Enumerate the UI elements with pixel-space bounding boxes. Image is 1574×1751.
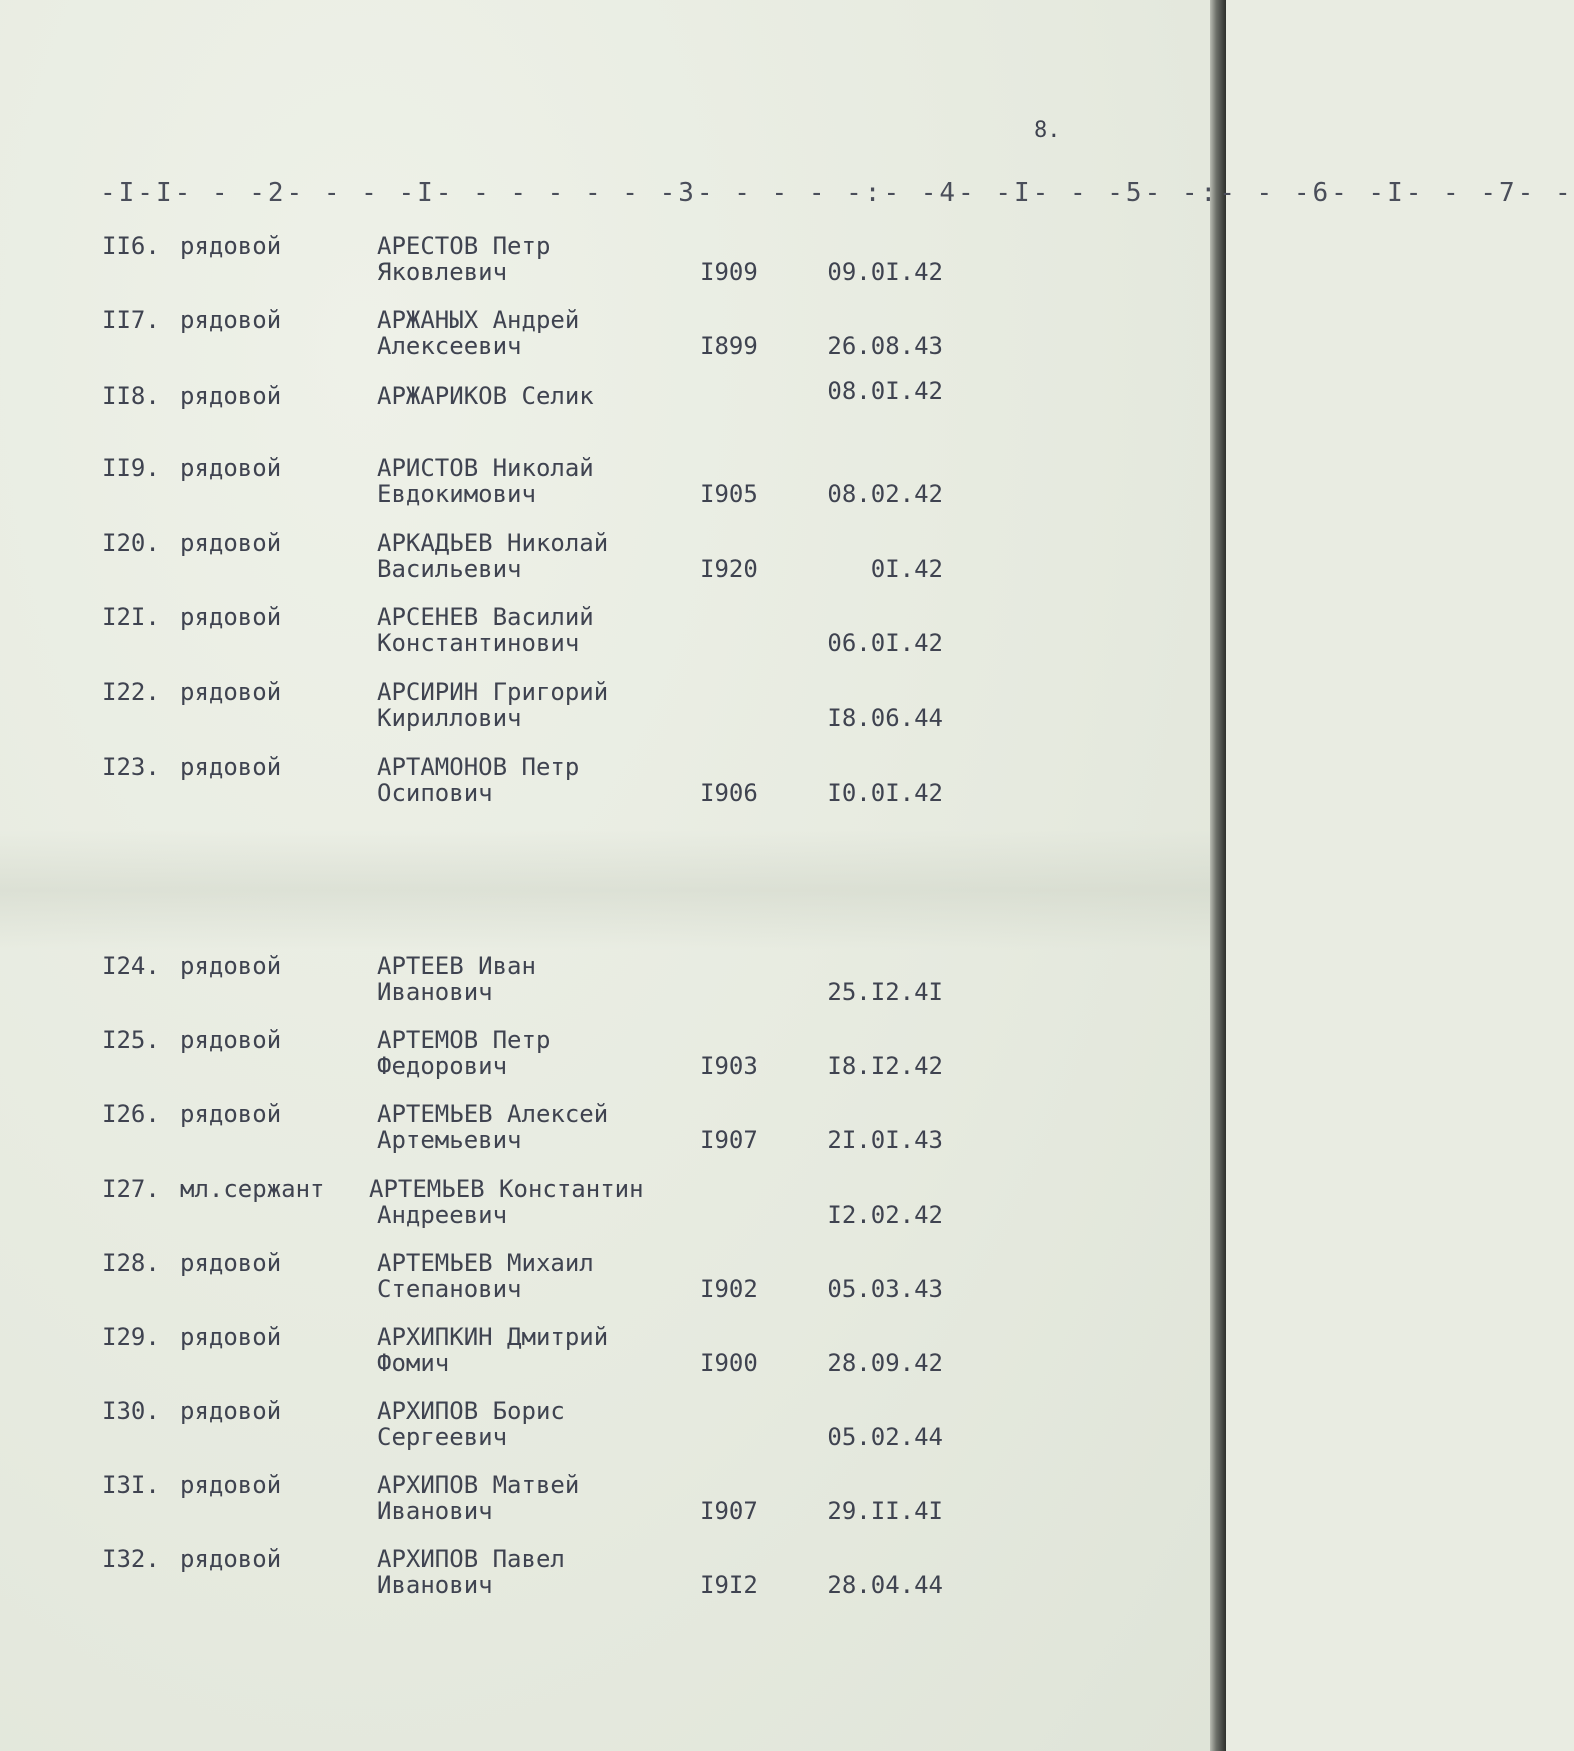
entry-number: I26. [102, 1100, 160, 1128]
entry-birth-year: I9I2 [700, 1571, 758, 1599]
entry-surname-name: АРЖАРИКОВ Селик [377, 382, 594, 410]
entry-number: I25. [102, 1026, 160, 1054]
entry-row [0, 1323, 1210, 1393]
entry-row [0, 603, 1210, 673]
entry-date: 25.I2.4I [827, 978, 943, 1006]
entry-row [0, 1100, 1210, 1170]
entry-patronymic: Фомич [377, 1349, 450, 1377]
entry-surname-name: АРТЕМЬЕВ Алексей [377, 1100, 609, 1128]
entry-birth-year: I920 [700, 555, 758, 583]
entry-rank: рядовой [180, 306, 282, 334]
entry-number: I3I. [102, 1471, 160, 1499]
entry-rank: рядовой [180, 232, 282, 260]
entry-rank: рядовой [180, 1545, 282, 1573]
entry-birth-year: I906 [700, 779, 758, 807]
entry-number: I29. [102, 1323, 160, 1351]
entry-patronymic: Степанович [377, 1275, 522, 1303]
entry-date: 05.02.44 [827, 1423, 943, 1451]
entry-number: I24. [102, 952, 160, 980]
column-number-header: -I-I- - -2- - - -I- - - - - - -3- - - - -:- -4- -I- - -5- -:- - -6- -I- - -7- - [100, 178, 1574, 208]
entry-date: 05.03.43 [827, 1275, 943, 1303]
entry-date: 28.09.42 [827, 1349, 943, 1377]
entry-rank: рядовой [180, 382, 282, 410]
entry-number: II8. [102, 382, 160, 410]
entry-row [0, 1471, 1210, 1541]
entry-surname-name: АРХИПОВ Павел [377, 1545, 565, 1573]
entry-number: I27. [102, 1175, 160, 1203]
entry-number: I20. [102, 529, 160, 557]
entry-surname-name: АРИСТОВ Николай [377, 454, 594, 482]
entry-row [0, 1175, 1210, 1245]
entry-rank: рядовой [180, 1249, 282, 1277]
entry-birth-year: I899 [700, 332, 758, 360]
entry-birth-year: I907 [700, 1126, 758, 1154]
entry-birth-year: I907 [700, 1497, 758, 1525]
entry-patronymic: Сергеевич [377, 1423, 508, 1451]
entry-row [0, 678, 1210, 748]
entry-surname-name: АРЖАНЫХ Андрей [377, 306, 580, 334]
entry-patronymic: Васильевич [377, 555, 522, 583]
entry-rank: рядовой [180, 1100, 282, 1128]
entry-patronymic: Андреевич [377, 1201, 508, 1229]
entry-date: 08.0I.42 [827, 377, 943, 405]
entry-patronymic: Кириллович [377, 704, 522, 732]
entry-number: I30. [102, 1397, 160, 1425]
entry-rank: рядовой [180, 1323, 282, 1351]
entry-number: I28. [102, 1249, 160, 1277]
entry-patronymic: Артемьевич [377, 1126, 522, 1154]
entry-row [0, 1249, 1210, 1319]
entry-surname-name: АРКАДЬЕВ Николай [377, 529, 609, 557]
entry-rank: рядовой [180, 1471, 282, 1499]
entry-date: 26.08.43 [827, 332, 943, 360]
entry-patronymic: Иванович [377, 978, 493, 1006]
entry-patronymic: Федорович [377, 1052, 508, 1080]
entry-date: 09.0I.42 [827, 258, 943, 286]
entry-row [0, 753, 1210, 823]
entry-row [0, 232, 1210, 302]
entry-row [0, 1397, 1210, 1467]
entry-number: I2I. [102, 603, 160, 631]
entry-rank: рядовой [180, 1026, 282, 1054]
entry-date: I0.0I.42 [827, 779, 943, 807]
entry-date: I8.06.44 [827, 704, 943, 732]
page-edge-shadow [1210, 0, 1226, 1751]
entry-row [0, 952, 1210, 1022]
entry-patronymic: Евдокимович [377, 480, 536, 508]
entry-birth-year: I903 [700, 1052, 758, 1080]
entry-row [0, 529, 1210, 599]
entry-surname-name: АРЕСТОВ Петр [377, 232, 551, 260]
entry-rank: рядовой [180, 952, 282, 980]
page-number: 8. [1034, 118, 1061, 143]
entry-rank: мл.сержант [180, 1175, 325, 1203]
entry-surname-name: АРСИРИН Григорий [377, 678, 609, 706]
entry-row [0, 1545, 1210, 1615]
entry-rank: рядовой [180, 454, 282, 482]
entry-date: 28.04.44 [827, 1571, 943, 1599]
entry-patronymic: Яковлевич [377, 258, 508, 286]
entry-surname-name: АРТЕМЬЕВ Константин [369, 1175, 644, 1203]
entry-birth-year: I902 [700, 1275, 758, 1303]
entry-number: II6. [102, 232, 160, 260]
entry-rank: рядовой [180, 753, 282, 781]
entry-number: II7. [102, 306, 160, 334]
entry-row [0, 355, 1210, 425]
entry-date: I2.02.42 [827, 1201, 943, 1229]
entry-date: 06.0I.42 [827, 629, 943, 657]
entry-patronymic: Иванович [377, 1571, 493, 1599]
entry-number: I32. [102, 1545, 160, 1573]
entry-rank: рядовой [180, 603, 282, 631]
entry-rank: рядовой [180, 1397, 282, 1425]
entry-row [0, 1026, 1210, 1096]
entry-surname-name: АРХИПКИН Дмитрий [377, 1323, 609, 1351]
entry-number: I22. [102, 678, 160, 706]
entry-date: 29.II.4I [827, 1497, 943, 1525]
entry-surname-name: АРХИПОВ Матвей [377, 1471, 580, 1499]
entry-patronymic: Осипович [377, 779, 493, 807]
entry-rank: рядовой [180, 529, 282, 557]
entry-number: I23. [102, 753, 160, 781]
entry-surname-name: АРТАМОНОВ Петр [377, 753, 580, 781]
entry-date: I8.I2.42 [827, 1052, 943, 1080]
entry-date: 08.02.42 [827, 480, 943, 508]
entry-patronymic: Иванович [377, 1497, 493, 1525]
entry-date: 2I.0I.43 [827, 1126, 943, 1154]
entry-surname-name: АРТЕМЬЕВ Михаил [377, 1249, 594, 1277]
entry-row [0, 454, 1210, 524]
entry-birth-year: I909 [700, 258, 758, 286]
entry-surname-name: АРТЕМОВ Петр [377, 1026, 551, 1054]
entry-patronymic: Алексеевич [377, 332, 522, 360]
entry-birth-year: I900 [700, 1349, 758, 1377]
entry-surname-name: АРТЕЕВ Иван [377, 952, 536, 980]
entry-date: 0I.42 [870, 555, 943, 583]
entry-number: II9. [102, 454, 160, 482]
entry-surname-name: АРХИПОВ Борис [377, 1397, 565, 1425]
entry-surname-name: АРСЕНЕВ Василий [377, 603, 594, 631]
entry-rank: рядовой [180, 678, 282, 706]
entry-patronymic: Константинович [377, 629, 580, 657]
entry-birth-year: I905 [700, 480, 758, 508]
